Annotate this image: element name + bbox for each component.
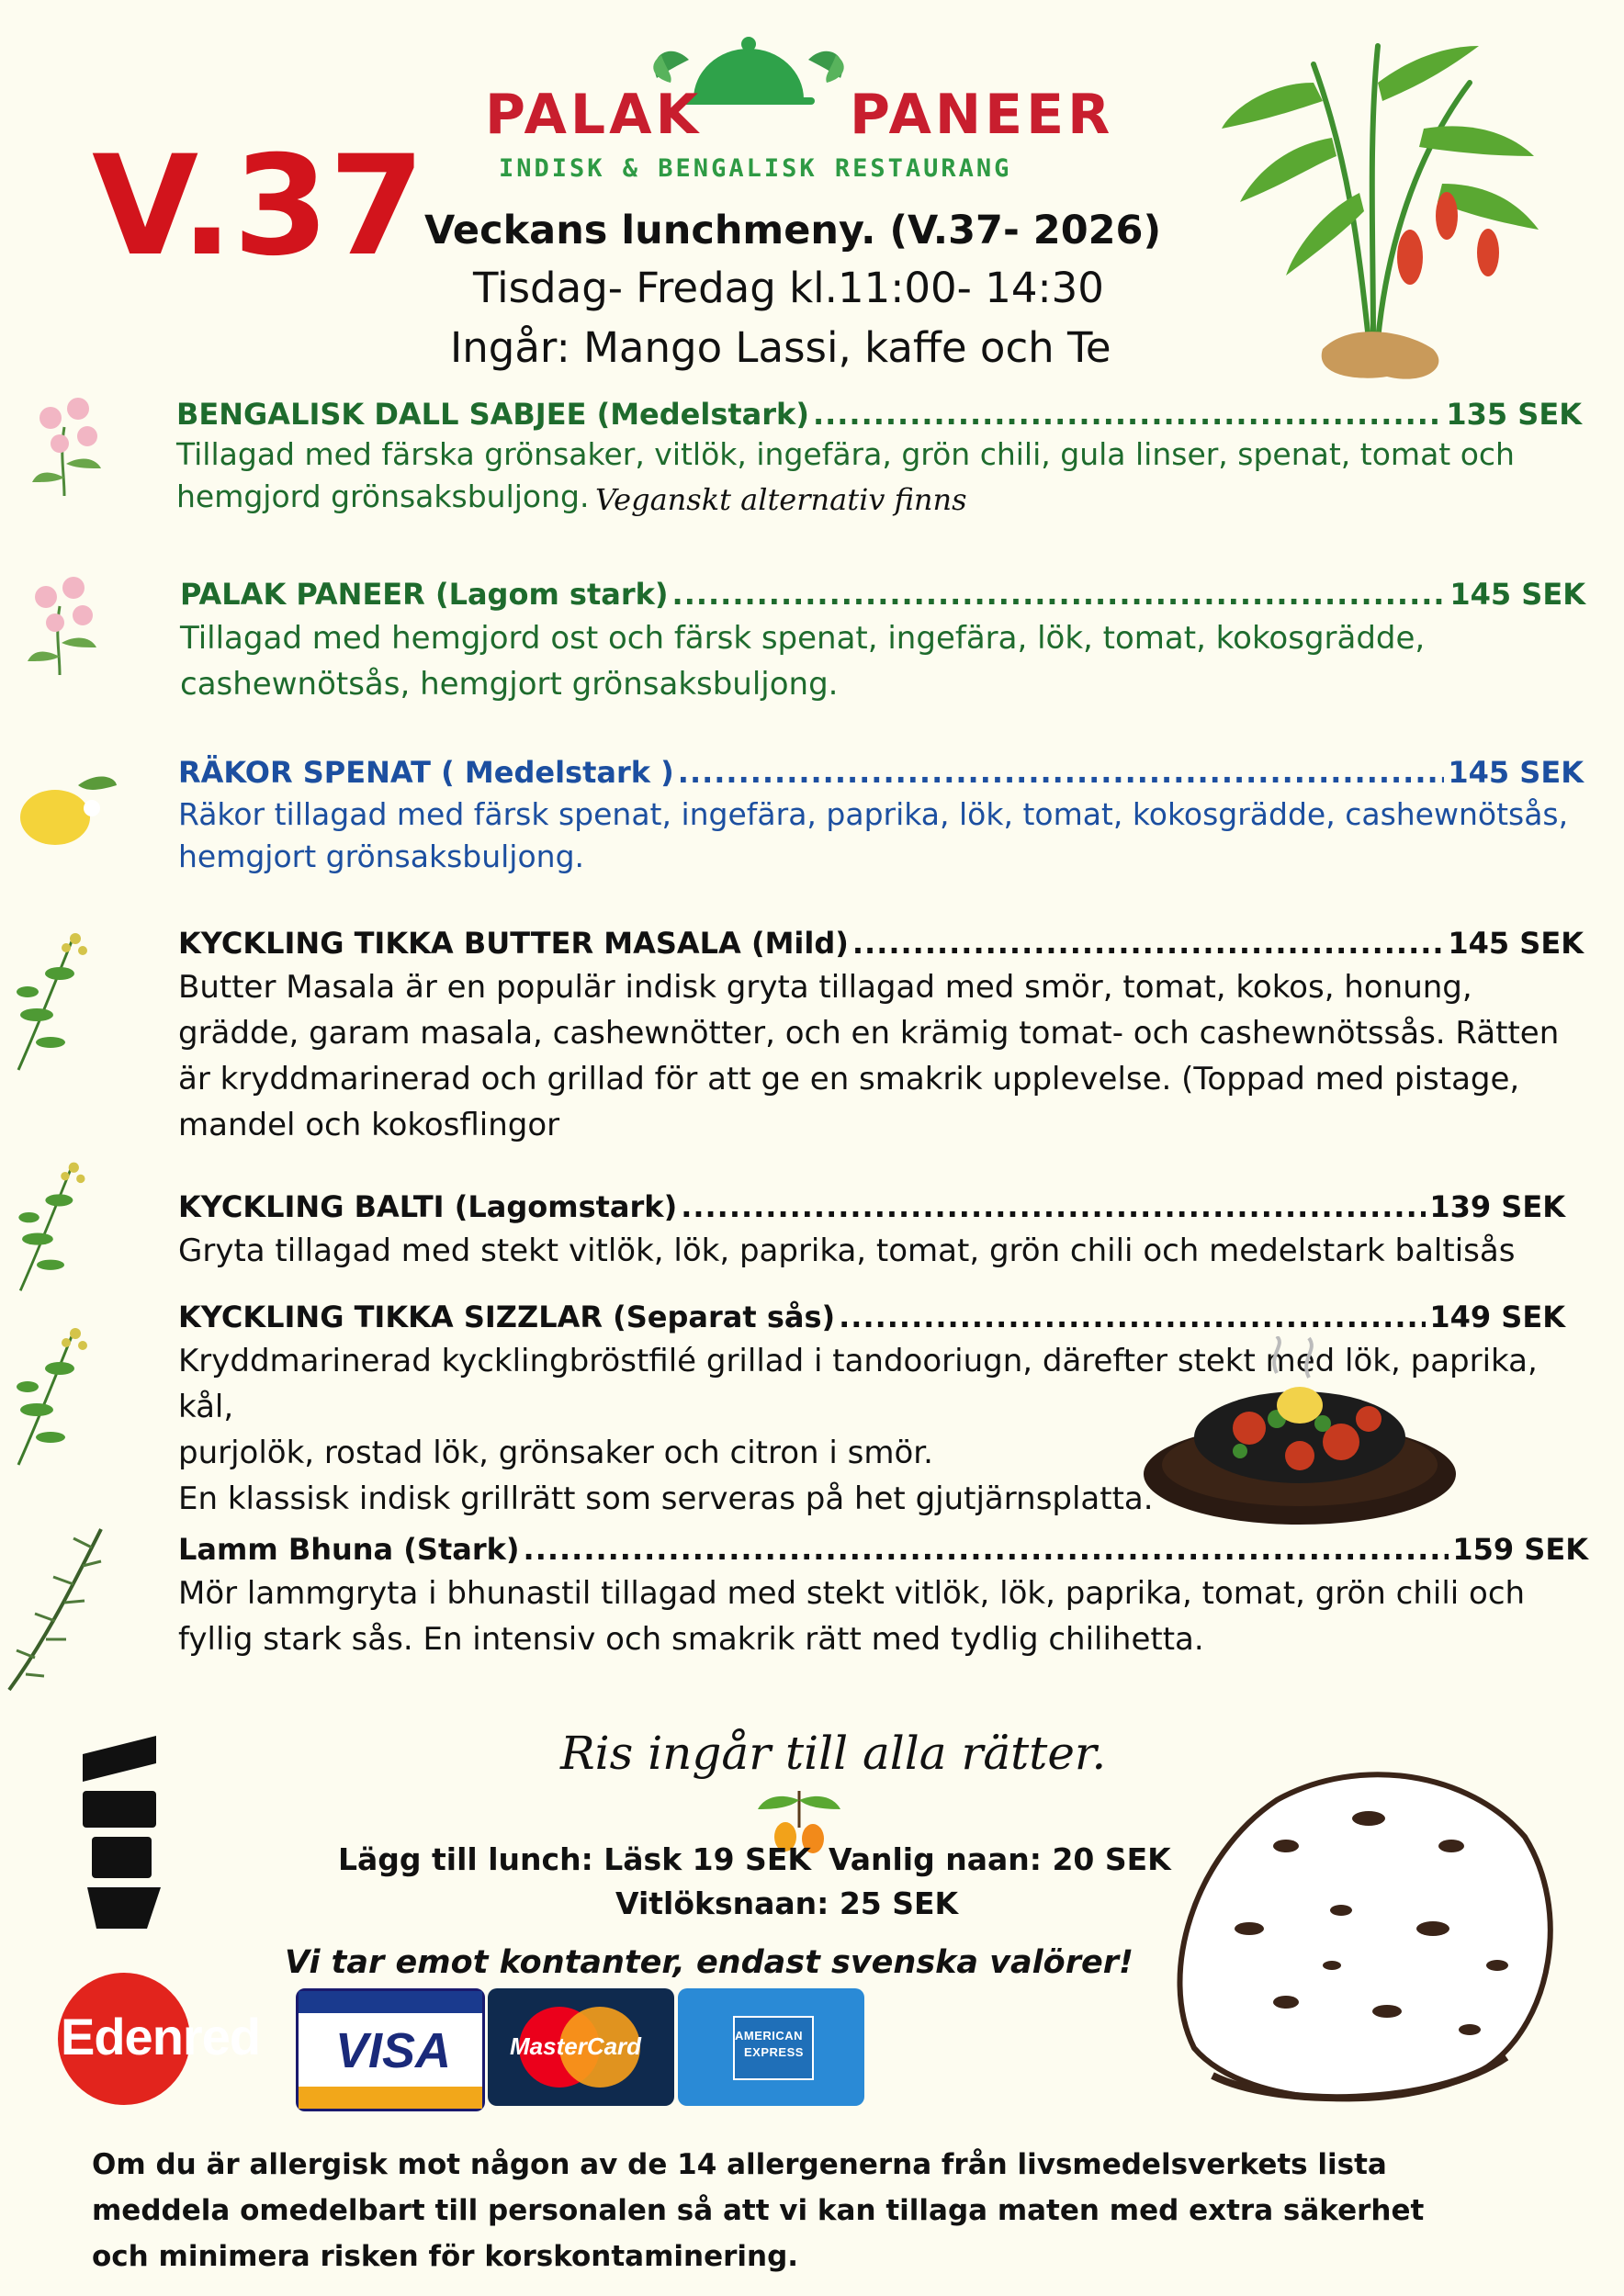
dish-description: Räkor tillagad med färsk spenat, ingefära, paprika, lök, tomat, kokosgrädde, cashewnötsås, hemgjort grönsaksbuljong. [178, 796, 1569, 874]
herb-icon [9, 1322, 92, 1469]
dish-name: RÄKOR SPENAT ( Medelstark ) [178, 755, 674, 790]
rice-note: Ris ingår till alla rätter. [560, 1727, 1107, 1780]
opening-hours: Tisdag- Fredag kl.11:00- 14:30 [473, 264, 1104, 312]
lemon-icon [14, 767, 119, 850]
rosemary-icon [0, 1520, 110, 1694]
bengali-logo-icon [64, 1727, 175, 1938]
dish-name: KYCKLING BALTI (Lagomstark) [178, 1189, 678, 1224]
dish-description: Tillagad med hemgjord ost och färsk spenat, ingefära, lök, tomat, kokosgrädde, cashewnötsås, hemgjort grönsaksbuljong. [180, 620, 1426, 703]
addon-soda: Lägg till lunch: Läsk 19 SEK [338, 1841, 811, 1877]
dish-price: 139 SEK [1429, 1189, 1565, 1224]
dish-name: KYCKLING TIKKA BUTTER MASALA (Mild) [178, 926, 849, 961]
included-drinks: Ingår: Mango Lassi, kaffe och Te [450, 323, 1111, 372]
sizzler-dish-icon [1139, 1336, 1460, 1534]
dish-name: PALAK PANEER (Lagom stark) [180, 577, 669, 612]
visa-card [296, 1988, 485, 2111]
mastercard-label: MasterCard [510, 2032, 642, 2060]
menu-item [178, 755, 1584, 878]
dish-description: Mör lammgryta i bhunastil tillagad med stekt vitlök, lök, paprika, tomat, grön chili och fyllig stark sås. En intensiv och smakrik rätt med tydlig chilihetta. [178, 1575, 1526, 1658]
dish-price: 145 SEK [1449, 577, 1585, 612]
amex-label-2: EXPRESS [744, 2045, 804, 2059]
flower-icon [18, 569, 106, 680]
dish-price: 149 SEK [1429, 1300, 1565, 1334]
herb-icon [9, 1157, 92, 1295]
amex-label-1: AMERICAN [735, 2029, 804, 2043]
ginger-plant-icon [1212, 28, 1543, 386]
week-number: V.37 [92, 127, 425, 287]
menu-item [178, 1189, 1565, 1274]
brand-name-left: PALAK [485, 83, 703, 147]
dish-description: Tillagad med färska grönsaker, vitlök, ingefära, grön chili, gula linser, spenat, tomat och hemgjord grönsaksbuljong. [176, 436, 1515, 514]
dish-description: Butter Masala är en populär indisk gryta tillagad med smör, tomat, kokos, honung, grädde, garam masala, cashewnötter, och en krämig tomat- och cashewnötssås. Rätten är kryddmarinerad och grillad för att ge en smakrik upplevelse. (Toppad med pistage, mandel och kokosflingor [178, 969, 1560, 1143]
visa-label: VISA [335, 2023, 452, 2078]
brand-subtitle: INDISK & BENGALISK RESTAURANG [499, 154, 1012, 183]
cash-note: Vi tar emot kontanter, endast svenska valörer! [285, 1944, 1133, 1981]
dish-name: Lamm Bhuna (Stark) [178, 1532, 520, 1567]
amex-card [678, 1988, 864, 2106]
dish-price: 159 SEK [1452, 1532, 1588, 1567]
menu-item [178, 1532, 1588, 1662]
dish-description: purjolök, rostad lök, grönsaker och citron i smör. [178, 1435, 933, 1471]
addon-garlic-naan: Vitlöksnaan: 25 SEK [615, 1885, 959, 1921]
dish-description: Kryddmarinerad kycklingbröstfilé grillad i tandooriugn, därefter stekt med lök, paprika, kål, [178, 1343, 1538, 1425]
allergy-notice: Om du är allergisk mot någon av de 14 allergenerna från livsmedelsverkets lista meddela omedelbart till personalen så att vi kan tillaga maten med extra säkerhet och minimera risken för korskontaminering. [92, 2148, 1425, 2273]
menu-title: Veckans lunchmeny. (V.37- 2026) [424, 208, 1162, 253]
menu-item [180, 577, 1585, 707]
dish-description: En klassisk indisk grillrätt som serveras på het gjutjärnsplatta. [178, 1480, 1154, 1517]
menu-item [178, 926, 1584, 1148]
herb-icon [9, 928, 92, 1075]
dish-description: Gryta tillagad med stekt vitlök, lök, paprika, tomat, grön chili och medelstark baltisås [178, 1232, 1516, 1269]
addon-naan: Vanlig naan: 20 SEK [829, 1841, 1171, 1877]
vegan-note: Veganskt alternativ finns [595, 482, 967, 517]
dish-name: KYCKLING TIKKA SIZZLAR (Separat sås) [178, 1300, 836, 1334]
dish-name: BENGALISK DALL SABJEE (Medelstark) [176, 397, 809, 432]
dish-price: 145 SEK [1448, 755, 1584, 790]
dish-price: 135 SEK [1446, 397, 1582, 432]
dish-price: 145 SEK [1448, 926, 1584, 961]
naan-icon [1139, 1745, 1571, 2112]
edenred-label: Edenred [61, 2008, 261, 2065]
flower-icon [23, 390, 110, 501]
edenred-logo [55, 1970, 280, 2108]
brand-name-right: PANEER [850, 83, 1114, 147]
mastercard-card [488, 1988, 674, 2106]
